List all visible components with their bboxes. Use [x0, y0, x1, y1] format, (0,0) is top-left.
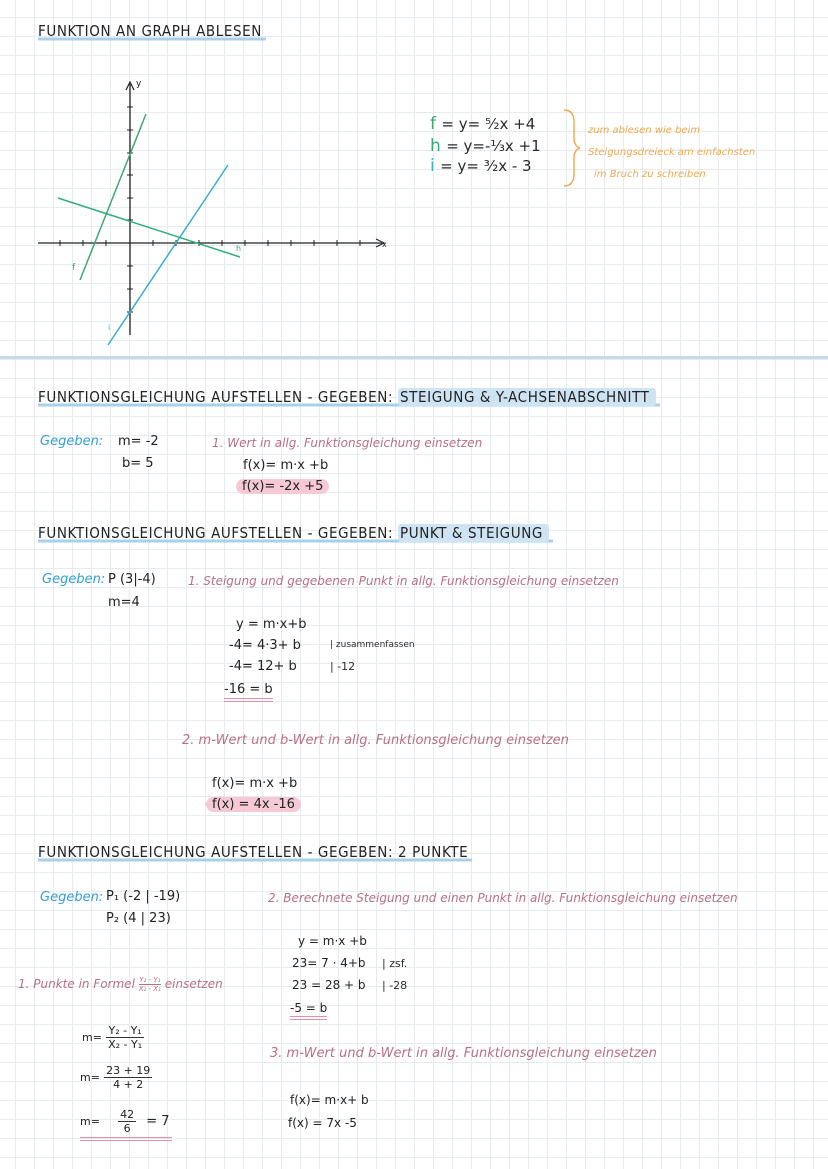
calc-line-2: -4= 4·3+ b [229, 638, 301, 653]
x-axis-label: x [382, 240, 387, 249]
b-result: -16 = b [224, 682, 273, 697]
given-label: Gegeben: [40, 890, 104, 905]
step2-text: 2. Berechnete Steigung und einen Punkt in allg. Funktionsgleichung einsetzen [268, 891, 738, 905]
given-m: m=4 [108, 595, 140, 610]
m-calc-2: m= $\frac{23 + 19}{4 + 2}$ [80, 1064, 151, 1091]
step1-text: 1. Wert in allg. Funktionsgleichung einsetzen [212, 436, 483, 450]
result-equation: f(x)= -2x +5 [236, 479, 329, 494]
section1-title: FUNKTION AN GRAPH ABLESEN [38, 22, 266, 42]
i-label: i [108, 323, 111, 332]
result-equation: f(x) = 7x -5 [288, 1116, 357, 1130]
note-block: zum ablesen wie beim Steigungsdreieck am einfachsten im Bruch zu schreiben [588, 125, 756, 180]
given-m: m= -2 [118, 434, 159, 449]
result-equation: f(x) = 4x -16 [206, 797, 301, 812]
h-label: h [236, 244, 242, 253]
step1-text: 1. Steigung und gegebenen Punkt in allg. Funktionsgleichung einsetzen [188, 574, 619, 588]
section-divider [0, 356, 828, 359]
given-b: b= 5 [122, 456, 154, 471]
calc-line-2: 23= 7 · 4+b [292, 956, 366, 970]
calc-note-2: | zusammenfassen [330, 640, 415, 650]
calc-line-1: y = m·x +b [298, 934, 367, 948]
calc-note-2: | zsf. [382, 957, 408, 970]
given-point: P (3|-4) [108, 572, 156, 587]
m-calc-3: m= $\frac{42}{6}$ = 7 [80, 1108, 172, 1141]
given-label: Gegeben: [40, 434, 104, 449]
m-calc-1: m= $\frac{\text{Y₂ - Y₁}}{\text{X₂ - Y₁}}$ [82, 1024, 143, 1051]
step1-text: 1. Punkte in Formel $\frac{\text{Y₂ - Y₁}}{\text{X₂ - X₁}}$ einsetzen [18, 976, 223, 993]
given-p1: P₁ (-2 | -19) [106, 889, 181, 904]
given-p2: P₂ (4 | 23) [106, 911, 171, 926]
function-f: f = y= ⁵⁄₂x +4 [430, 114, 536, 134]
general-equation: f(x)= m·x +b [212, 776, 298, 791]
y-axis-label: y [136, 79, 142, 89]
brace-icon [562, 108, 580, 188]
line-f [80, 114, 146, 280]
step3-text: 3. m-Wert und b-Wert in allg. Funktionsgleichung einsetzen [270, 1046, 657, 1061]
calc-note-3: | -12 [330, 660, 356, 673]
b-result: -5 = b [290, 1001, 327, 1015]
function-h: h = y=-¹⁄₃x +1 [430, 136, 541, 156]
line-h [58, 198, 240, 257]
step2-text: 2. m-Wert und b-Wert in allg. Funktionsgleichung einsetzen [182, 733, 569, 748]
function-graph [30, 70, 400, 350]
calc-line-3: -4= 12+ b [229, 659, 297, 674]
f-label: f [72, 263, 76, 273]
slope-formula: $\frac{\text{Y₂ - Y₁}}{\text{X₂ - X₁}}$ [138, 976, 161, 993]
general-equation: f(x)= m·x+ b [290, 1093, 369, 1107]
section3-title: FUNKTIONSGLEICHUNG AUFSTELLEN - GEGEBEN: PUNKT & STEIGUNG [38, 524, 553, 544]
line-i [108, 165, 228, 345]
given-label: Gegeben: [42, 572, 106, 587]
section4-title: FUNKTIONSGLEICHUNG AUFSTELLEN - GEGEBEN: 2 PUNKTE [38, 843, 472, 863]
calc-line-1: y = m·x+b [236, 617, 307, 632]
calc-line-3: 23 = 28 + b [292, 978, 366, 992]
function-i: i = y= ³⁄₂x - 3 [430, 156, 532, 176]
calc-note-3: | -28 [382, 979, 408, 992]
general-equation: f(x)= m·x +b [243, 458, 329, 473]
section2-title: FUNKTIONSGLEICHUNG AUFSTELLEN - GEGEBEN: STEIGUNG & Y-ACHSENABSCHNITT [38, 388, 660, 408]
